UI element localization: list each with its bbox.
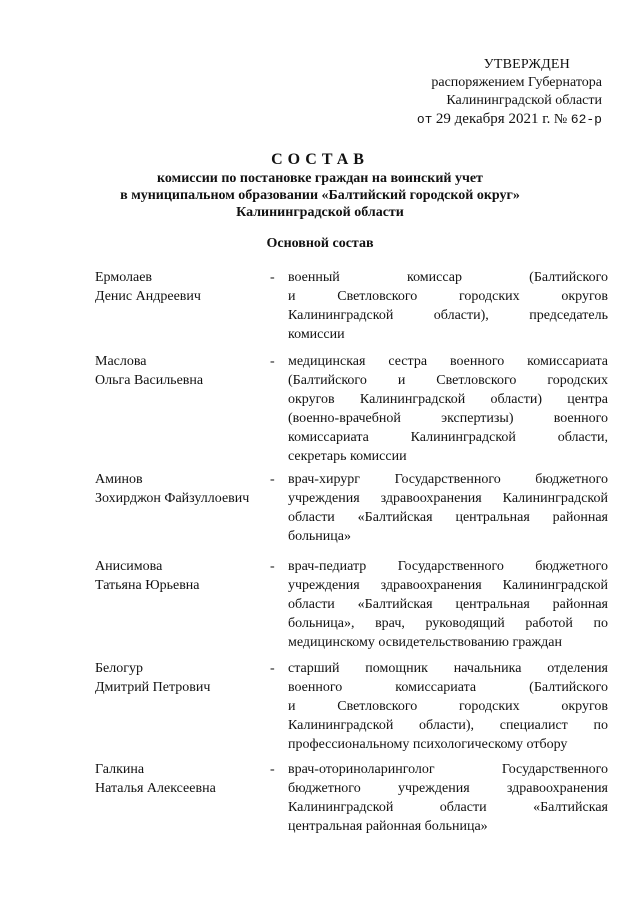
member-surname: Галкина: [95, 762, 145, 777]
document-heading: [0, 150, 640, 221]
description-line: центральная районная больница»: [288, 819, 488, 834]
date-prefix: от: [416, 112, 433, 127]
member-surname: Аминов: [95, 472, 143, 487]
description-line: (военно-врачебной экспертизы) военного: [288, 411, 608, 426]
description-line: учреждения здравоохранения Калининградской: [288, 491, 608, 506]
member-dash: -: [270, 762, 275, 777]
description-line: Калининградской области), председатель: [288, 308, 608, 323]
approval-date: 29 декабря 2021 г.: [435, 111, 551, 127]
description-line: врач-хирург Государственного бюджетного: [288, 472, 608, 487]
approval-title: УТВЕРЖДЕН: [483, 57, 570, 72]
member-surname: Белогур: [95, 661, 143, 676]
member-description: [288, 659, 608, 754]
description-line: области «Балтийская центральная районная: [288, 510, 608, 525]
member-given-names: Зохирджон Файзуллоевич: [95, 491, 250, 506]
description-line: (Балтийского и Светловского городских: [288, 373, 608, 388]
heading-line-2: в муниципальном образовании «Балтийский городской округ»: [120, 188, 520, 203]
member-dash: -: [270, 559, 275, 574]
approval-date-line: [380, 110, 602, 129]
description-line: профессиональному психологическому отбору: [288, 737, 568, 752]
description-line: комиссариата Калининградской области,: [288, 430, 608, 445]
member-name: [95, 659, 265, 697]
member-dash: -: [270, 661, 275, 676]
description-line: старший помощник начальника отделения: [288, 661, 608, 676]
member-given-names: Ольга Васильевна: [95, 373, 204, 388]
description-line: врач-оториноларинголог Государственного: [288, 762, 608, 777]
description-line: военного комиссариата (Балтийского: [288, 680, 608, 695]
approval-number: 62-р: [570, 112, 602, 127]
member-name: [95, 470, 265, 508]
description-line: бюджетного учреждения здравоохранения: [288, 781, 608, 796]
description-line: Калининградской области «Балтийская: [288, 800, 608, 815]
description-line: и Светловского городских округов: [288, 699, 608, 714]
number-prefix: №: [553, 112, 568, 127]
description-line: учреждения здравоохранения Калининградской: [288, 578, 608, 593]
approval-line-2: Калининградской области: [446, 93, 602, 108]
heading-line-1: комиссии по постановке граждан на воинский учет: [157, 171, 483, 186]
approval-line-1: распоряжением Губернатора: [431, 75, 602, 90]
member-description: [288, 470, 608, 546]
member-given-names: Денис Андреевич: [95, 289, 201, 304]
description-line: военный комиссар (Балтийского: [288, 270, 608, 285]
description-line: медицинскому освидетельствованию граждан: [288, 635, 562, 650]
member-surname: Ермолаев: [95, 270, 153, 285]
description-line: больница», врач, руководящий работой по: [288, 616, 608, 631]
member-name: [95, 557, 265, 595]
member-surname: Анисимова: [95, 559, 163, 574]
heading-line-3: Калининградской области: [236, 205, 404, 220]
member-name: [95, 760, 265, 798]
member-description: [288, 268, 608, 344]
member-given-names: Татьяна Юрьевна: [95, 578, 200, 593]
description-line: области «Балтийская центральная районная: [288, 597, 608, 612]
member-description: [288, 352, 608, 466]
section-title: Основной состав: [266, 236, 374, 251]
member-name: [95, 352, 265, 390]
member-description: [288, 557, 608, 652]
member-surname: Маслова: [95, 354, 147, 369]
member-dash: -: [270, 270, 275, 285]
description-line: медицинская сестра военного комиссариата: [288, 354, 608, 369]
document-title: СОСТАВ: [271, 151, 369, 168]
approval-block: [380, 56, 602, 129]
description-line: больница»: [288, 529, 351, 544]
member-name: [95, 268, 265, 306]
description-line: секретарь комиссии: [288, 449, 407, 464]
member-dash: -: [270, 354, 275, 369]
description-line: Калининградской области), специалист по: [288, 718, 608, 733]
member-dash: -: [270, 472, 275, 487]
description-line: комиссии: [288, 327, 345, 342]
description-line: округов Калининградской области) центра: [288, 392, 608, 407]
member-description: [288, 760, 608, 836]
description-line: врач-педиатр Государственного бюджетного: [288, 559, 608, 574]
member-given-names: Наталья Алексеевна: [95, 781, 216, 796]
member-given-names: Дмитрий Петрович: [95, 680, 211, 695]
description-line: и Светловского городских округов: [288, 289, 608, 304]
